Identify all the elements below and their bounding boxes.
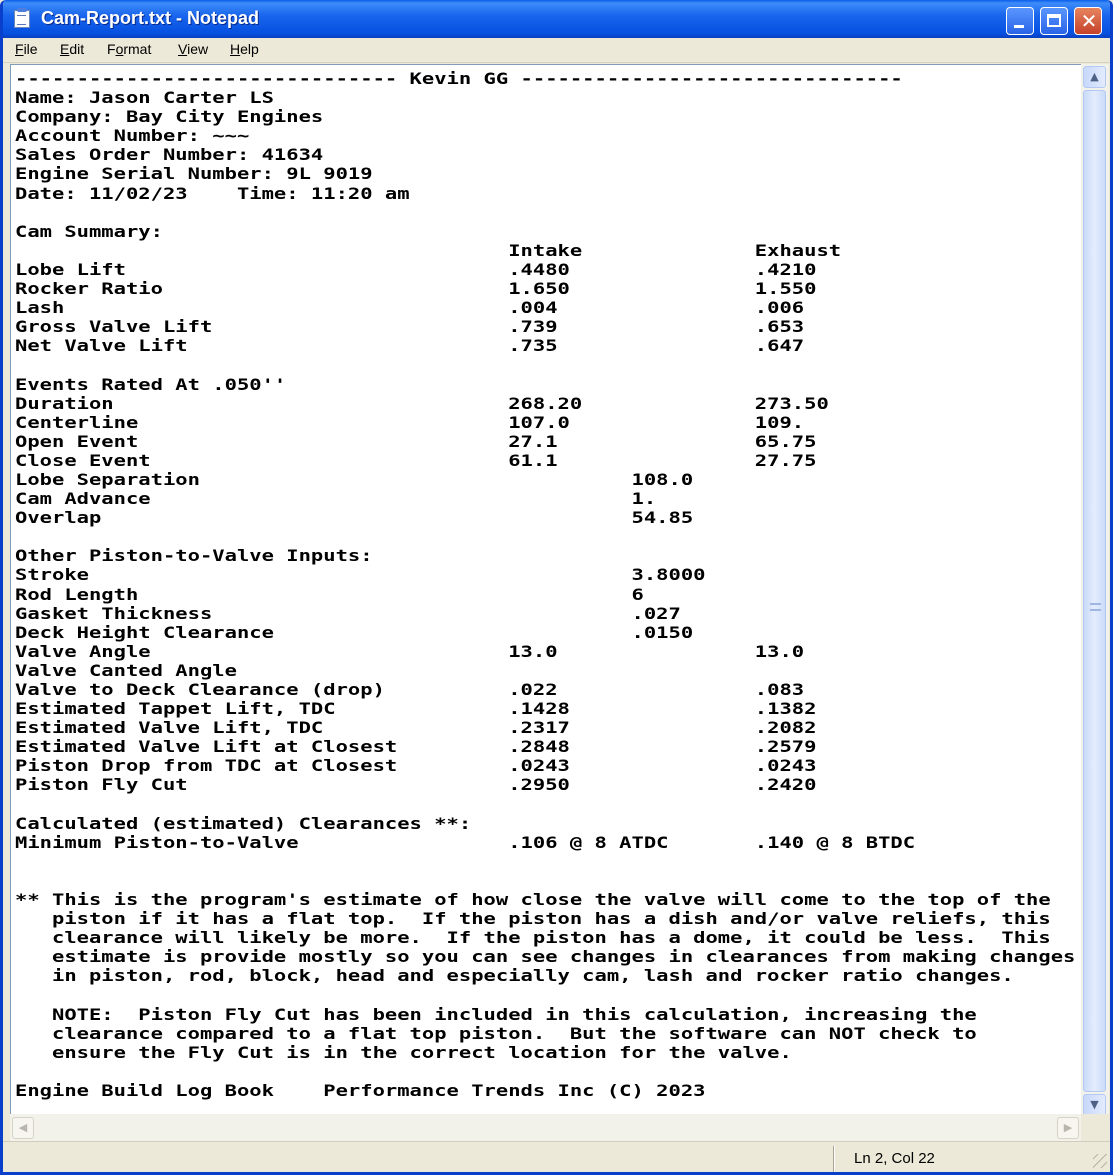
text-line: Lobe Separation 108.0 (15, 469, 694, 489)
grip-icon (1090, 603, 1101, 611)
cursor-position: Ln 2, Col 22 (854, 1150, 935, 1167)
menu-bar (3, 38, 1113, 63)
text-line: Piston Drop from TDC at Closest .0243 .0243 (15, 756, 817, 776)
maximize-button[interactable] (1040, 7, 1068, 35)
text-line: ------------------------------- Kevin GG ------------------------------- (15, 69, 903, 88)
scroll-up-button[interactable]: ▲ (1083, 66, 1106, 88)
text-editor[interactable] (10, 64, 1081, 1114)
text-line: Estimated Valve Lift at Closest .2848 .2579 (15, 737, 817, 757)
text-line: Piston Fly Cut .2950 .2420 (15, 775, 817, 795)
text-line: Lobe Lift .4480 .4210 (15, 259, 817, 279)
horizontal-scrollbar[interactable] (10, 1114, 1081, 1141)
text-line: NOTE: Piston Fly Cut has been included in this calculation, increasing the (15, 1004, 977, 1024)
text-line: Valve to Deck Clearance (drop) .022 .083 (15, 680, 805, 699)
window-title: Cam-Report.txt - Notepad (41, 8, 260, 28)
close-icon: ✕ (1080, 9, 1098, 33)
status-bar (3, 1141, 1113, 1175)
notepad-app-icon[interactable] (14, 10, 30, 28)
document-text[interactable] (15, 69, 1075, 1100)
minimize-button[interactable] (1006, 7, 1034, 35)
text-line: Estimated Tappet Lift, TDC .1428 .1382 (15, 699, 817, 719)
menu-help[interactable]: Help (230, 41, 259, 57)
text-line: Gross Valve Lift .739 .653 (15, 317, 805, 337)
text-line: Other Piston-to-Valve Inputs: (15, 546, 373, 566)
text-line: ensure the Fly Cut is in the correct location for the valve. (15, 1042, 792, 1062)
text-line: Company: Bay City Engines (15, 107, 324, 127)
menu-edit[interactable]: Edit (60, 41, 85, 57)
text-line: estimate is provide mostly so you can see changes in clearances from making changes (15, 947, 1076, 967)
text-line: Gasket Thickness .027 (15, 603, 681, 623)
text-line: Rod Length 6 (15, 584, 644, 604)
menu-file[interactable]: File (15, 41, 38, 57)
scroll-down-button[interactable]: ▼ (1083, 1094, 1106, 1116)
status-divider (833, 1146, 834, 1172)
text-line: Calculated (estimated) Clearances **: (15, 813, 472, 833)
text-line: Open Event 27.1 65.75 (15, 431, 817, 451)
text-line: Estimated Valve Lift, TDC .2317 .2082 (15, 718, 817, 738)
text-line: clearance will likely be more. If the piston has a dome, it could be less. This (15, 928, 1051, 948)
maximize-icon (1047, 14, 1061, 27)
menu-format[interactable]: Format (107, 41, 152, 57)
text-line (15, 203, 1075, 222)
scroll-right-button[interactable]: ▶ (1057, 1117, 1079, 1139)
text-line: Account Number: ~~~ (15, 126, 250, 146)
text-line: Deck Height Clearance .0150 (15, 622, 694, 642)
text-line: Valve Angle 13.0 13.0 (15, 641, 805, 661)
minimize-icon (1014, 25, 1024, 28)
text-line: Rocker Ratio 1.650 1.550 (15, 279, 817, 299)
text-line (15, 527, 1075, 546)
text-line: Minimum Piston-to-Valve .106 @ 8 ATDC .140 @ 8 BTDC (15, 832, 916, 852)
scroll-left-button[interactable]: ◀ (12, 1117, 34, 1139)
vertical-scroll-thumb[interactable] (1083, 90, 1106, 1092)
text-line: Duration 268.20 273.50 (15, 393, 829, 413)
text-line: Stroke 3.8000 (15, 565, 706, 585)
text-line: Engine Serial Number: 9L 9019 (15, 164, 373, 184)
text-line: Cam Advance 1. (15, 489, 657, 509)
text-line: Net Valve Lift .735 .647 (15, 336, 805, 356)
text-line: Events Rated At .050'' (15, 374, 287, 394)
menu-view[interactable]: View (178, 41, 209, 57)
text-line: Engine Build Log Book Performance Trends Inc (C) 2023 (15, 1080, 706, 1100)
text-line: Lash .004 .006 (15, 298, 805, 318)
text-line (15, 852, 1075, 871)
text-line: clearance compared to a flat top piston. But the software can NOT check to (15, 1023, 977, 1043)
text-line: piston if it has a flat top. If the piston has a dish and/or valve reliefs, this (15, 909, 1051, 929)
text-line: Overlap 54.85 (15, 508, 694, 528)
text-line: Name: Jason Carter LS (15, 88, 274, 108)
text-line (15, 871, 1075, 890)
text-line (15, 986, 1075, 1005)
text-line: ** This is the program's estimate of how close the valve will come to the top of the (15, 890, 1051, 910)
text-line: Close Event 61.1 27.75 (15, 450, 817, 470)
text-line: Centerline 107.0 109. (15, 412, 805, 432)
resize-grip-icon[interactable] (1093, 1154, 1107, 1168)
text-line: in piston, rod, block, head and especially cam, lash and rocker ratio changes. (15, 966, 1014, 986)
text-line: Intake Exhaust (15, 240, 842, 260)
title-bar[interactable] (3, 0, 1113, 38)
close-button[interactable] (1074, 7, 1102, 35)
text-line (15, 355, 1075, 374)
vertical-scrollbar[interactable] (1081, 64, 1109, 1114)
scrollbar-corner (1081, 1114, 1109, 1141)
text-line: Date: 11/02/23 Time: 11:20 am (15, 183, 410, 203)
text-line (15, 1062, 1075, 1081)
text-line: Sales Order Number: 41634 (15, 145, 324, 165)
text-line: Cam Summary: (15, 221, 163, 241)
text-line (15, 795, 1075, 814)
text-line: Valve Canted Angle (15, 660, 237, 680)
